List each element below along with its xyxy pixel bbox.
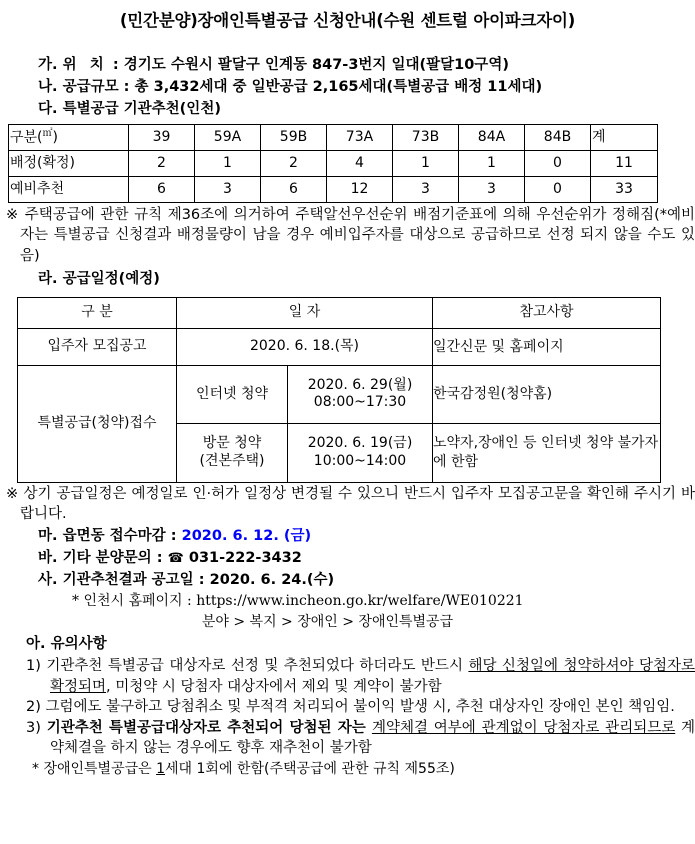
section-deadline-sep: : [170, 527, 177, 544]
website-label: 인천시 홈페이지 [83, 592, 183, 609]
section-result-date-label: 기관추천결과 공고일 [62, 571, 194, 588]
allocation-header-cell: 73B [393, 124, 459, 150]
final-note-pre: 장애인특별공급은 [43, 760, 157, 777]
section-location-sep: : [112, 56, 119, 73]
final-note-post: 세대 1회에 한함(주택공급에 관한 규칙 제55조) [165, 760, 455, 777]
allocation-cell: 6 [261, 176, 327, 202]
section-supply-scale-label: 공급규모 [62, 78, 119, 95]
section-notices-label: 유의사항 [50, 635, 107, 652]
allocation-cell: 12 [327, 176, 393, 202]
schedule-table [17, 297, 661, 483]
allocation-header-cell: 84B [525, 124, 591, 150]
square-meter-unit: ㎡ [42, 128, 53, 140]
website-sep: : [187, 592, 192, 609]
notice-item-2 [26, 697, 695, 718]
section-schedule-label: 공급일정(예정) [62, 270, 160, 287]
allocation-cell: 6 [129, 176, 195, 202]
allocation-header-cell: 84A [459, 124, 525, 150]
allocation-header-unit: 구분(㎡) [9, 124, 129, 150]
notice-item-1 [26, 656, 695, 697]
allocation-header-cell: 59B [261, 124, 327, 150]
schedule-method-internet: 인터넷 청약 [177, 365, 288, 423]
section-supply-scale-marker: 나. [38, 78, 58, 95]
allocation-cell: 3 [195, 176, 261, 202]
allocation-cell-total: 33 [591, 176, 658, 202]
allocation-cell: 1 [393, 150, 459, 176]
allocation-header-cell: 39 [129, 124, 195, 150]
table-row [9, 176, 658, 202]
allocation-header-total: 계 [591, 124, 658, 150]
allocation-cell: 1 [459, 150, 525, 176]
schedule-date-internet [288, 365, 433, 423]
final-note-underlined: 1 [156, 760, 166, 777]
schedule-header-date: 일 자 [177, 297, 433, 328]
schedule-date-visit [288, 423, 433, 482]
allocation-header-cell: 73A [327, 124, 393, 150]
schedule-date-internet-time: 08:00~17:30 [313, 394, 407, 411]
allocation-cell: 2 [261, 150, 327, 176]
schedule-date-visit-day: 2020. 6. 19(금) [307, 435, 413, 452]
schedule-reference-notice: 일간신문 및 홈페이지 [433, 328, 661, 365]
notice-text-underlined: 해당 신청일에 청약하셔야 당첨자로 확정되며 [50, 658, 695, 695]
allocation-cell: 3 [459, 176, 525, 202]
final-note-star: * [32, 760, 39, 777]
allocation-cell: 1 [195, 150, 261, 176]
section-inquiry-sep: : [156, 549, 163, 566]
schedule-category-application: 특별공급(청약)접수 [18, 365, 177, 482]
schedule-reference-internet: 한국감정원(청약홈) [433, 365, 661, 423]
telephone-icon: ☎ [167, 550, 184, 566]
section-result-date [38, 569, 695, 591]
page-title: (민간분양)장애인특별공급 신청안내(수원 센트럴 아이파크자이) [119, 11, 576, 30]
allocation-cell: 4 [327, 150, 393, 176]
section-supply-scale [38, 76, 695, 98]
website-path: 분야 > 복지 > 장애인 > 장애인특별공급 [201, 613, 454, 630]
schedule-header-reference: 참고사항 [433, 297, 661, 328]
website-url[interactable]: https://www.incheon.go.kr/welfare/WE010221 [196, 592, 524, 609]
section-notices-marker: 아. [26, 635, 46, 652]
section-inquiry-value: 031-222-3432 [188, 549, 302, 566]
section-inquiry-label: 기타 분양문의 [62, 549, 152, 566]
schedule-note [6, 484, 695, 525]
allocation-header-cell: 59A [195, 124, 261, 150]
notice-number: 3) [26, 719, 41, 736]
section-schedule [38, 268, 695, 290]
allocation-cell: 2 [129, 150, 195, 176]
section-result-date-value: 2020. 6. 24.(수) [209, 571, 335, 588]
section-deadline-label: 읍면동 접수마감 [62, 527, 166, 544]
allocation-note-text: ※ 주택공급에 관한 규칙 제36조에 의거하여 주택알선우선순위 배점기준표에 의해 우선순위가 정해짐(*예비자는 특별공급 신청결과 배정물량이 남을 경우 예비입주자를 대상으로 공급하므로 선정 되지 않을 수도 있음) [6, 206, 695, 265]
notice-text-bold: 기관추천 특별공급대상자로 추천되어 당첨된 자는 [46, 719, 372, 736]
schedule-reference-visit: 노약자,장애인 등 인터넷 청약 불가자에 한함 [433, 423, 661, 482]
schedule-date-notice: 2020. 6. 18.(목) [177, 328, 433, 365]
schedule-method-visit-line1: 방문 청약 [202, 435, 262, 452]
section-location [38, 54, 695, 76]
section-special-supply [38, 98, 695, 120]
notice-text-underlined: 계약체결 여부에 관계없이 당첨자로 관리되므로 [371, 719, 676, 736]
section-location-value: 경기도 수원시 팔달구 인계동 847-3번지 일대(팔달10구역) [123, 56, 509, 73]
allocation-note [6, 205, 695, 267]
table-row [9, 150, 658, 176]
notice-number: 2) [26, 699, 41, 716]
allocation-cell: 0 [525, 150, 591, 176]
notice-text-post: , 미청약 시 당첨자 대상자에서 제외 및 계약이 불가함 [106, 678, 442, 695]
table-row [18, 328, 661, 365]
schedule-category-notice: 입주자 모집공고 [18, 328, 177, 365]
section-special-supply-marker: 다. [38, 100, 58, 117]
schedule-header-category: 구 분 [18, 297, 177, 328]
allocation-row-label: 예비추천 [9, 176, 129, 202]
section-supply-scale-sep: : [123, 78, 130, 95]
section-inquiry [38, 547, 695, 569]
section-supply-scale-value: 총 3,432세대 중 일반공급 2,165세대(특별공급 배정 11세대) [134, 78, 543, 95]
schedule-date-internet-day: 2020. 6. 29(월) [307, 376, 413, 393]
section-result-date-sep: : [198, 571, 205, 588]
section-result-date-marker: 사. [38, 571, 58, 588]
allocation-table [8, 124, 658, 203]
section-location-label: 위 치 [62, 56, 108, 73]
section-notices-heading [26, 633, 695, 656]
schedule-date-visit-time: 10:00~14:00 [313, 452, 407, 469]
section-deadline-value: 2020. 6. 12. (금) [181, 527, 312, 544]
section-special-supply-label: 특별공급 기관추천(인천) [62, 100, 221, 117]
schedule-method-visit [177, 423, 288, 482]
allocation-row-label: 배정(확정) [9, 150, 129, 176]
section-inquiry-marker: 바. [38, 549, 58, 566]
section-location-marker: 가. [38, 56, 58, 73]
table-row [18, 365, 661, 423]
section-schedule-marker: 라. [38, 270, 58, 287]
section-deadline-marker: 마. [38, 527, 58, 544]
notice-text-pre: 기관추천 특별공급 대상자로 선정 및 추천되었다 하더라도 반드시 [46, 658, 469, 675]
table-row-header [18, 297, 661, 328]
allocation-cell: 3 [393, 176, 459, 202]
schedule-method-visit-line2: (견본주택) [199, 452, 265, 469]
notice-text-post: 계약체결을 하지 않는 경우에도 향후 재추천이 불가함 [50, 719, 695, 757]
allocation-cell-total: 11 [591, 150, 658, 176]
website-star: * [72, 592, 79, 609]
allocation-cell: 0 [525, 176, 591, 202]
section-deadline [38, 525, 695, 547]
website-line [72, 591, 695, 612]
notice-text-pre: 그럼에도 불구하고 당첨취소 및 부적격 처리되어 불이익 발생 시, 추천 대상자인 장애인 본인 책임임. [45, 699, 675, 716]
notice-item-3 [26, 718, 695, 759]
notice-number: 1) [26, 658, 41, 675]
final-note [32, 759, 695, 780]
table-row-header [9, 124, 658, 150]
schedule-note-text: ※ 상기 공급일정은 예정일로 인·허가 일정상 변경될 수 있으니 반드시 입주자 모집공고문을 확인해 주시기 바랍니다. [6, 485, 695, 523]
